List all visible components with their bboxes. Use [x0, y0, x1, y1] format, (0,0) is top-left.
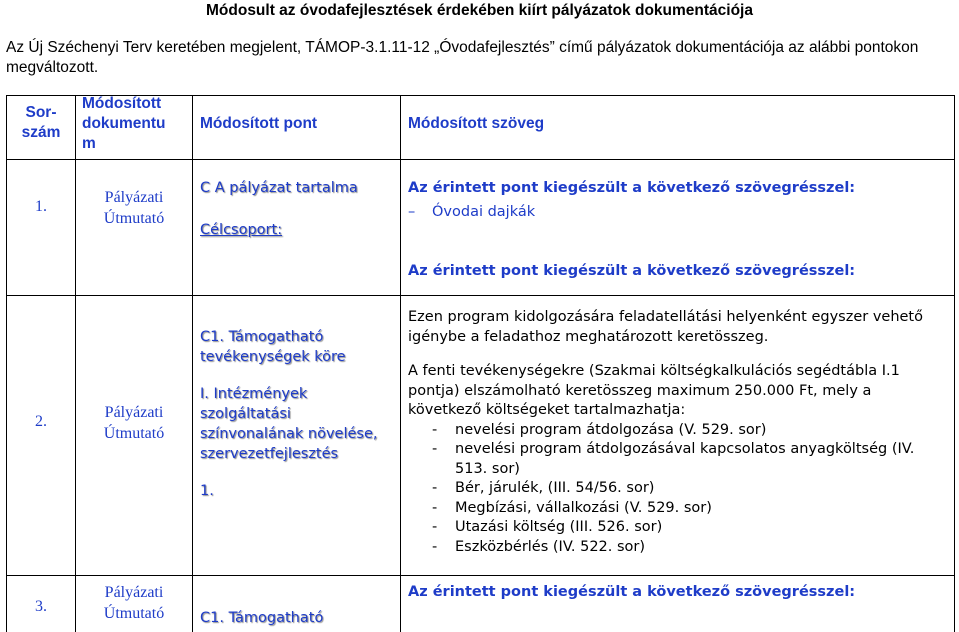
row3-point: C1. Támogatható [200, 610, 324, 626]
col-border-right [954, 95, 955, 632]
row1-text-heading: Az érintett pont kiegészült a következő szövegrésszel: [408, 180, 856, 196]
row1-document-line: Útmutató [103, 210, 165, 227]
row2-point-line: I. Intézmények [200, 386, 308, 402]
list-item: - Eszközbérlés (IV. 522. sor) [432, 538, 948, 558]
row2-point [200, 327, 398, 501]
document-title: Módosult az óvodafejlesztések érdekében kiírt pályázatok dokumentációja [206, 2, 753, 19]
row3-document-line: Útmutató [103, 605, 165, 622]
row2-text-heading: Az érintett pont kiegészült a következő szövegrésszel: [408, 263, 856, 279]
row1-document [76, 187, 192, 229]
row1-text [408, 179, 948, 222]
table-header-divider [6, 159, 954, 160]
header-dokumentum-line: m [82, 135, 96, 152]
row1-point-subtitle: Célcsoport: [200, 222, 283, 238]
row2-point-line: C1. Támogatható [200, 329, 324, 345]
list-item: - nevelési program átdolgozása (V. 529. sor) [432, 421, 948, 441]
header-dokumentum-line: dokumentu [82, 115, 166, 132]
row1-point-title: C A pályázat tartalma [200, 180, 358, 196]
row2-paragraph: A fenti tevékenységekre (Szakmai költségkalkulációs segédtábla I.1 pontja) elszámolható keretösszeg maximum 250.000 Ft, mely a következő költségeket tartalmazhatja: [408, 363, 900, 418]
row2-point-line: tevékenységek köre [200, 349, 346, 365]
list-item: - Megbízási, vállalkozási (V. 529. sor) [432, 499, 948, 519]
row1-text-item-label: Óvodai dajkák [432, 204, 536, 220]
row3-text-heading: Az érintett pont kiegészült a következő szövegrésszel: [408, 584, 856, 600]
row1-text-item [408, 203, 948, 222]
row2-document-line: Pályázati [104, 404, 164, 421]
list-item: - Bér, járulék, (III. 54/56. sor) [432, 479, 948, 499]
header-sorszam-line: Sor- [25, 104, 57, 121]
row2-number: 2. [35, 413, 47, 430]
header-pont: Módosított pont [200, 115, 318, 132]
header-dokumentum-line: Módosított [82, 95, 162, 112]
list-item: - nevelési program átdolgozásával kapcsolatos anyagköltség (IV. 513. sor) [432, 440, 948, 479]
dash-marker: – [408, 204, 416, 220]
header-dokumentum [82, 94, 192, 154]
row1-point [200, 179, 395, 240]
row2-point-line: szervezetfejlesztés [200, 446, 339, 462]
row2-document [76, 402, 192, 444]
cost-list [432, 421, 948, 558]
row2-text [408, 308, 948, 557]
header-sorszam-line: szám [21, 124, 61, 141]
row2-point-line: szolgáltatási [200, 406, 291, 422]
row-divider [6, 575, 954, 576]
col-border-left [6, 95, 7, 632]
header-szoveg: Módosított szöveg [408, 115, 545, 132]
row-divider [6, 295, 954, 296]
row2-point-line: színvonalának növelése, [200, 426, 378, 442]
list-item: - Utazási költség (III. 526. sor) [432, 518, 948, 538]
row3-number: 3. [35, 598, 47, 615]
intro-paragraph: Az Új Széchenyi Terv keretében megjelent, TÁMOP-3.1.11-12 „Óvodafejlesztés” című pályázatok dokumentációja az alábbi pontokon megváltozott. [6, 39, 919, 76]
row1-number: 1. [35, 198, 47, 215]
header-sorszam [7, 103, 75, 143]
col-divider [400, 95, 401, 632]
row3-document-line: Pályázati [104, 584, 164, 601]
row3-document [76, 582, 192, 624]
row2-document-line: Útmutató [103, 425, 165, 442]
row1-document-line: Pályázati [104, 189, 164, 206]
row2-point-line: 1. [200, 483, 214, 499]
col-divider [75, 95, 76, 632]
row2-paragraph: Ezen program kidolgozására feladatellátási helyenként egyszer vehető igénybe a feladathoz meghatározott keretösszeg. [408, 309, 923, 345]
col-divider [192, 95, 193, 632]
